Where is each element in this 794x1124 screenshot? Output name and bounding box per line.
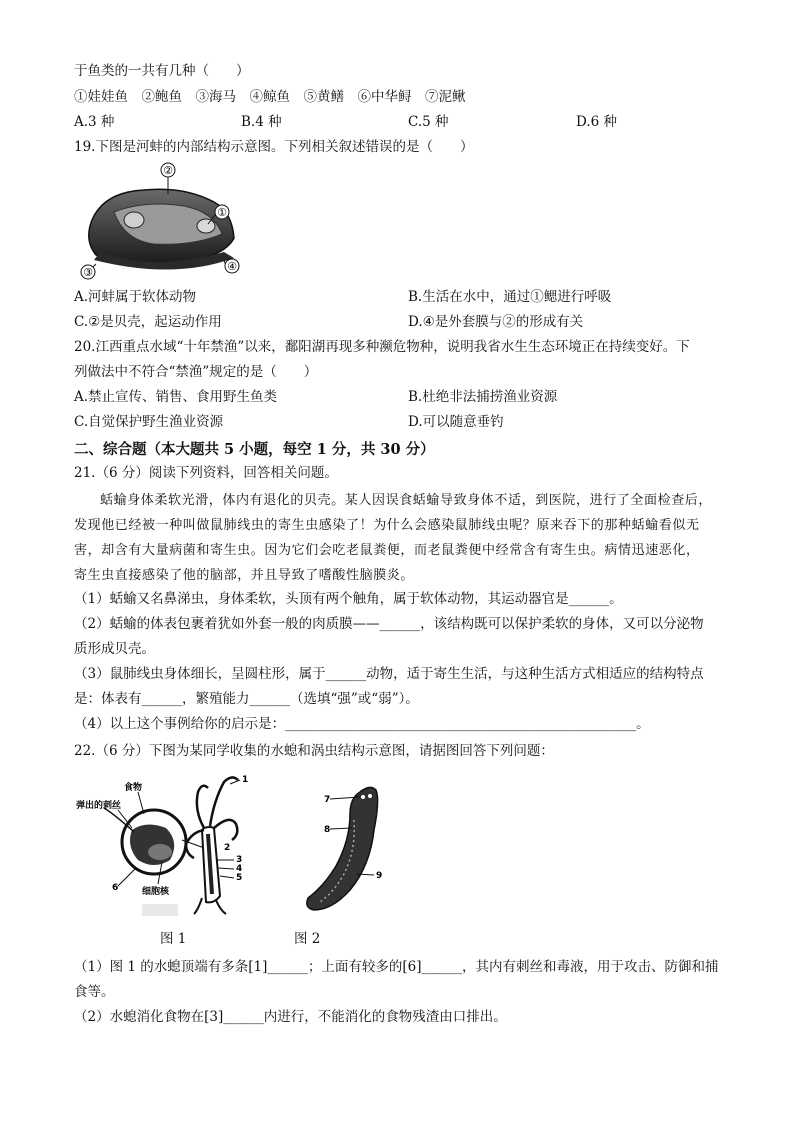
planarian-body <box>307 787 378 910</box>
label-6: 6 <box>112 883 119 893</box>
label-5: 5 <box>236 873 243 883</box>
q22-stem: 22.（6 分）下图为某同学收集的水螅和涡虫结构示意图，请据图回答下列问题： <box>74 743 554 759</box>
q20-option-b: B.杜绝非法捕捞渔业资源 <box>408 389 558 405</box>
q22-sub1-cont: 食等。 <box>74 984 115 1000</box>
q19-option-b: B.生活在水中，通过①鳃进行呼吸 <box>408 289 612 305</box>
q21-sub2: （2）蛞蝓的体表包裹着犹如外套一般的肉质膜——______，该结构既可以保护柔软的身体，又可以分泌物 <box>74 616 704 632</box>
label-7: 7 <box>324 795 331 805</box>
q20-option-a: A.禁止宣传、销售、食用野生鱼类 <box>74 389 278 405</box>
label-4: 4 <box>236 864 243 874</box>
q18-option-d: D.6 种 <box>576 114 618 130</box>
q20-stem-line1: 20.江西重点水域“十年禁渔”以来，鄱阳湖再现多种濒危物种，说明我省水生生态环境正在持续变好。下 <box>74 339 690 355</box>
q20-stem-line2: 列做法中不符合“禁渔”规定的是（ ） <box>74 364 318 380</box>
mussel-label-2: ② <box>163 164 173 177</box>
fig1-caption: 图 1 <box>160 931 187 947</box>
q18-option-a: A.3 种 <box>74 114 115 130</box>
q19-option-c: C.②是贝壳，起运动作用 <box>74 314 222 330</box>
q21-passage-line1: 蛞蝓身体柔软光滑，体内有退化的贝壳。某人因误食蛞蝓导致身体不适，到医院，进行了全面检查后， <box>100 493 713 508</box>
mussel-label-3: ③ <box>83 266 93 279</box>
q21-sub4: （4）以上这个事例给你的启示是：____________________________________________________。 <box>74 716 650 732</box>
q18-option-b: B.4 种 <box>241 114 282 130</box>
q18-option-c: C.5 种 <box>408 114 449 130</box>
hydra-diagram <box>74 770 274 920</box>
mussel-label-1: ① <box>217 206 227 219</box>
q21-sub2-cont: 质形成贝壳。 <box>74 641 155 657</box>
mussel-diagram <box>74 160 254 285</box>
q19-stem: 19.下图是河蚌的内部结构示意图。下列相关叙述错误的是（ ） <box>74 139 474 155</box>
mussel-muscle-right <box>197 219 215 233</box>
label-9: 9 <box>376 871 383 881</box>
q18-stem-continued: 于鱼类的一共有几种（ ） <box>74 63 250 79</box>
section-2-heading: 二、综合题（本大题共 5 小题，每空 1 分，共 30 分） <box>74 441 435 458</box>
label-thread: 弹出的刺丝 <box>76 801 122 811</box>
q21-passage-line3: 害，却含有大量病菌和寄生虫。因为它们会吃老鼠粪便，而老鼠粪便中经常含有寄生虫。病情迅速恶化， <box>74 543 700 558</box>
q22-sub2: （2）水螅消化食物在[3]______内进行，不能消化的食物残渣由口排出。 <box>74 1009 507 1025</box>
planarian-diagram <box>290 770 390 920</box>
q21-stem: 21.（6 分）阅读下列资料，回答相关问题。 <box>74 465 338 481</box>
q21-sub1: （1）蛞蝓又名鼻涕虫，身体柔软，头顶有两个触角，属于软体动物，其运动器官是______。 <box>74 591 623 607</box>
q20-option-c: C.自觉保护野生渔业资源 <box>74 414 224 430</box>
q19-option-a: A.河蚌属于软体动物 <box>74 289 197 305</box>
q21-sub3: （3）鼠肺线虫身体细长，呈圆柱形，属于______动物，适于寄生生活，与这种生活方式相适应的结构特点 <box>74 666 704 682</box>
label-3: 3 <box>236 855 243 865</box>
q18-items: ①娃娃鱼 ②鲍鱼 ③海马 ④鲸鱼 ⑤黄鳝 ⑥中华鲟 ⑦泥鳅 <box>74 89 466 105</box>
q19-option-d: D.④是外套膜与②的形成有关 <box>408 314 584 330</box>
q21-passage-line2: 发现他已经被一种叫做鼠肺线虫的寄生虫感染了！为什么会感染鼠肺线虫呢？原来吞下的那种蛞蝓看似无 <box>74 518 700 533</box>
label-nucleus: 细胞核 <box>142 887 170 897</box>
q22-sub1: （1）图 1 的水螅顶端有多条[1]______；上面有较多的[6]______，其内有刺丝和毒液，用于攻击、防御和捕 <box>74 959 719 975</box>
label-8: 8 <box>324 825 331 835</box>
label-2: 2 <box>224 843 231 853</box>
q20-option-d: D.可以随意垂钓 <box>408 414 504 430</box>
mussel-muscle-left <box>124 212 144 228</box>
mussel-label-4: ④ <box>227 260 237 273</box>
fig2-caption: 图 2 <box>294 931 321 947</box>
q21-sub3-cont: 是：体表有______，繁殖能力______（选填“强”或“弱”）。 <box>74 691 419 707</box>
q21-passage-line4: 寄生虫直接感染了他的脑部，并且导致了嗜酸性脑膜炎。 <box>74 568 415 583</box>
label-food: 食物 <box>124 783 143 793</box>
label-1: 1 <box>242 775 249 785</box>
